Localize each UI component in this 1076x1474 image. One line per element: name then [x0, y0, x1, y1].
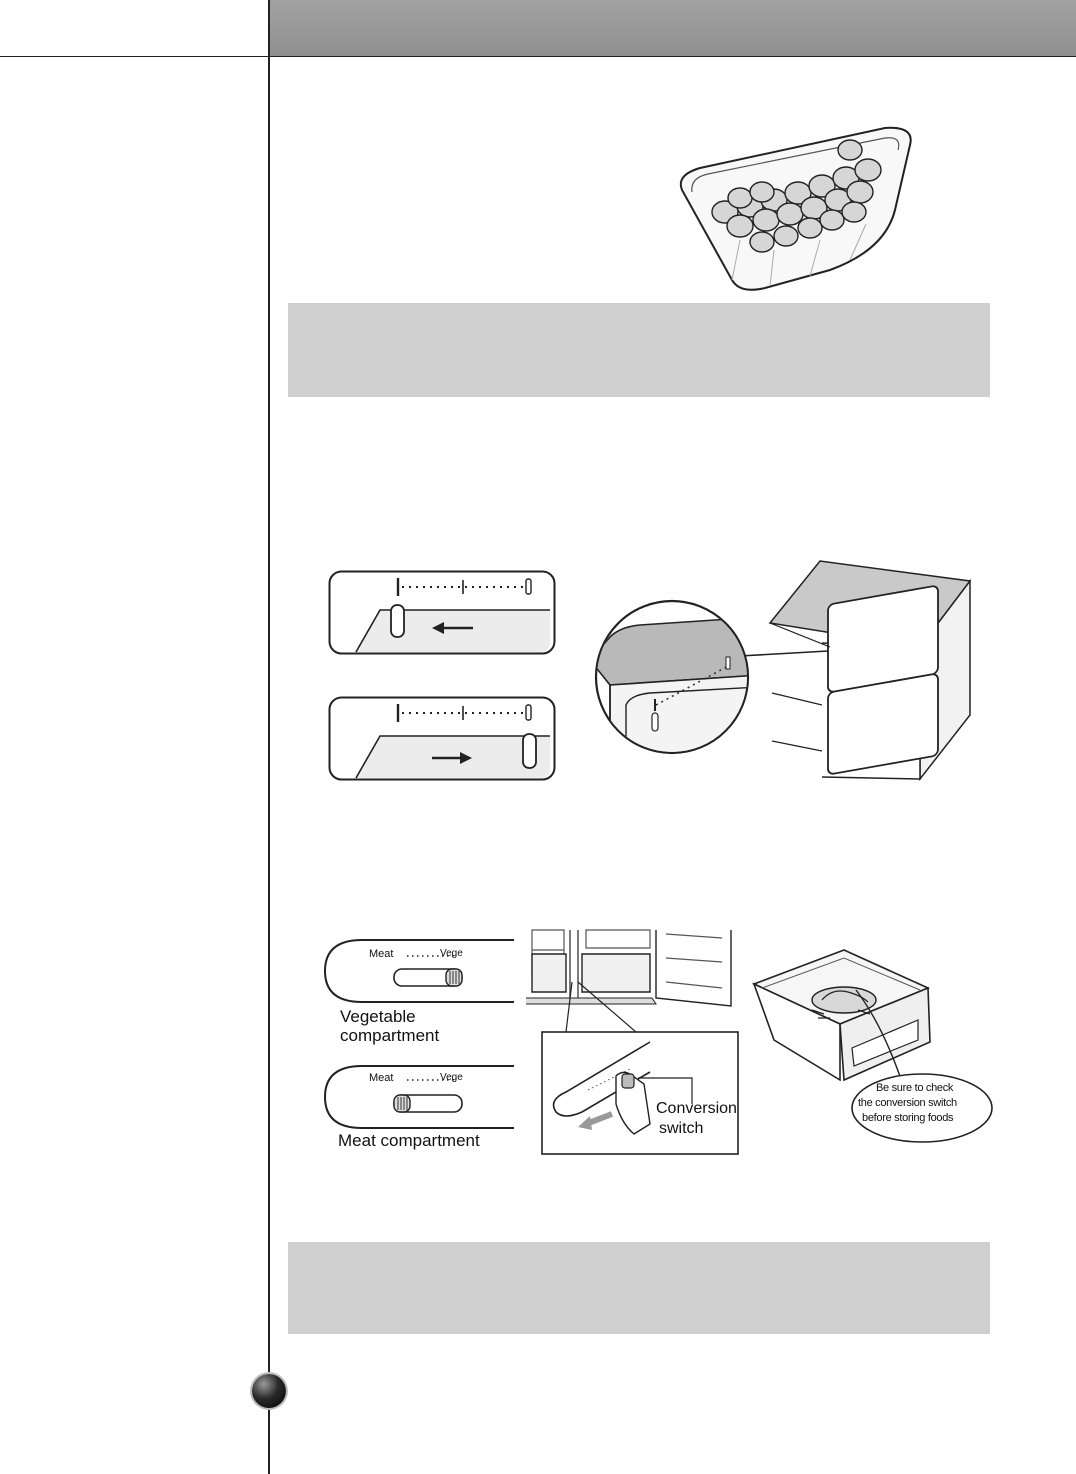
warning-bubble-line1: Be sure to check: [876, 1082, 954, 1094]
conversion-switch-label-line2: switch: [659, 1120, 704, 1137]
switch-panel-meat: [322, 1064, 514, 1130]
header-band: [270, 0, 1076, 56]
note-box-top: [288, 303, 990, 397]
page-marker-ball: [252, 1374, 286, 1408]
vegetable-compartment-caption-line1: Vegetable: [340, 1007, 416, 1026]
warning-bubble-line3: before storing foods: [862, 1112, 954, 1124]
conversion-switch-label-line1: Conversion: [656, 1100, 737, 1117]
note-box-bottom: [288, 1242, 990, 1334]
slider-diagram-left: [328, 570, 556, 656]
slider-diagram-right: [328, 696, 556, 782]
side-rule: [268, 0, 270, 1474]
header-rule: [0, 56, 1076, 57]
switch-panel-vegetable: [322, 938, 514, 1004]
meat-label-vegetable-panel: Meat: [369, 948, 394, 960]
warning-bubble-line2: the conversion switch: [858, 1097, 957, 1109]
meat-label-meat-panel: Meat: [369, 1072, 394, 1084]
vege-label-meat-panel: Vege: [440, 1072, 463, 1083]
vegetable-compartment-caption-line2: compartment: [340, 1026, 440, 1045]
vege-label-vegetable-panel: Vege: [440, 948, 463, 959]
meat-compartment-caption: Meat compartment: [338, 1131, 480, 1150]
refrigerator-interior-illustration: [526, 928, 742, 1156]
egg-tray-illustration: [670, 120, 920, 300]
crisper-drawer-magnified-illustration: [590, 555, 980, 785]
